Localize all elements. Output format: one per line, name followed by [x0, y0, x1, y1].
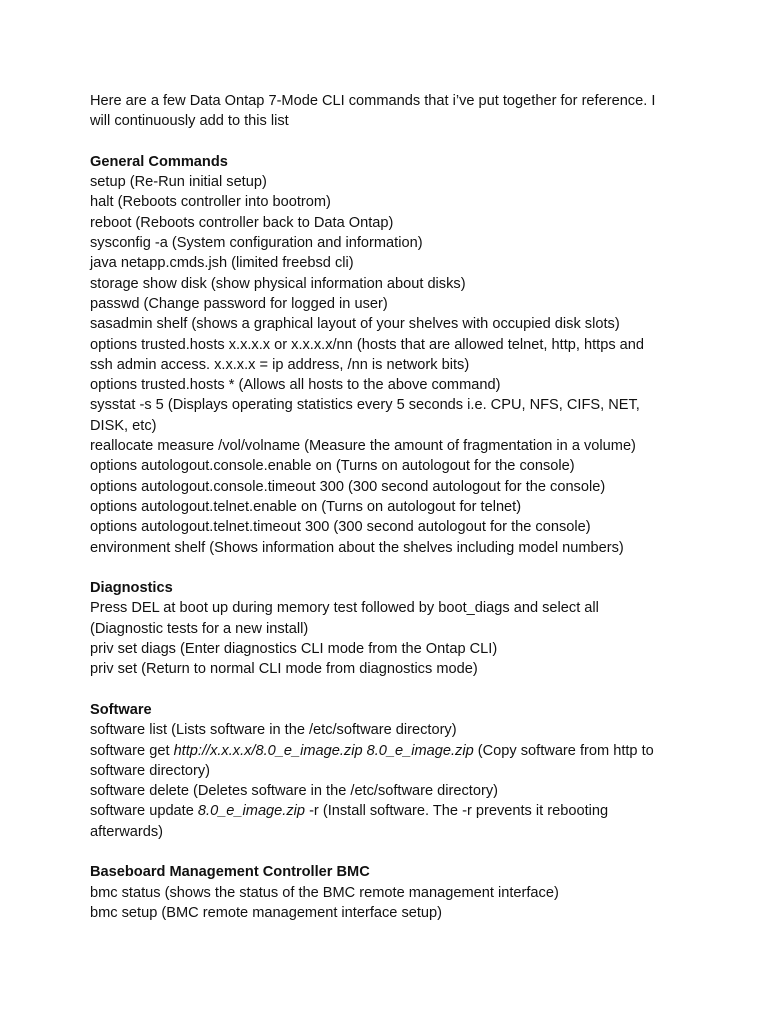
command-line: reallocate measure /vol/volname (Measure the amount of fragmentation in a volume): [90, 438, 636, 455]
section-heading-diagnostics: Diagnostics: [90, 580, 173, 597]
command-line: options autologout.telnet.timeout 300 (300 second autologout for the console): [90, 519, 591, 536]
command-line: options trusted.hosts x.x.x.x or x.x.x.x/nn (hosts that are allowed telnet, http, https and: [90, 336, 645, 353]
command-line: options trusted.hosts * (Allows all hosts to the above command): [90, 377, 501, 394]
command-line: software directory): [90, 762, 211, 779]
software-section: [90, 700, 690, 842]
command-line: DISK, etc): [90, 417, 157, 434]
diagnostics-section: [90, 578, 690, 679]
section-heading-general: General Commands: [90, 153, 228, 170]
command-line: environment shelf (Shows information about the shelves including model numbers): [90, 539, 624, 556]
command-line: [90, 741, 690, 761]
section-heading-bmc: Baseboard Management Controller BMC: [90, 864, 370, 881]
document-page: [90, 91, 690, 923]
command-line: bmc status (shows the status of the BMC remote management interface): [90, 884, 559, 901]
command-line: options autologout.console.enable on (Turns on autologout for the console): [90, 458, 575, 475]
command-line: java netapp.cmds.jsh (limited freebsd cli): [90, 255, 354, 272]
bmc-section: [90, 862, 690, 923]
command-text: software update: [90, 803, 198, 820]
command-line: passwd (Change password for logged in user): [90, 295, 388, 312]
command-line: ssh admin access. x.x.x.x = ip address, /nn is network bits): [90, 356, 470, 373]
command-text: -r (Install software. The -r prevents it rebooting: [305, 803, 609, 820]
command-line: halt (Reboots controller into bootrom): [90, 194, 331, 211]
command-line: setup (Re-Run initial setup): [90, 174, 267, 191]
command-line: sasadmin shelf (shows a graphical layout of your shelves with occupied disk slots): [90, 316, 620, 333]
command-line: Press DEL at boot up during memory test followed by boot_diags and select all: [90, 600, 599, 617]
command-argument: 8.0_e_image.zip: [197, 803, 306, 820]
command-line: priv set diags (Enter diagnostics CLI mode from the Ontap CLI): [90, 641, 498, 658]
intro-paragraph: [90, 91, 690, 132]
intro-line: Here are a few Data Ontap 7-Mode CLI commands that i’ve put together for reference. I: [90, 93, 656, 109]
command-line: software delete (Deletes software in the /etc/software directory): [90, 783, 498, 800]
intro-line: will continuously add to this list: [90, 113, 289, 130]
command-line: sysstat -s 5 (Displays operating statistics every 5 seconds i.e. CPU, NFS, CIFS, NET,: [90, 397, 640, 414]
general-commands-section: [90, 152, 690, 558]
command-line: [90, 801, 690, 821]
command-line: options autologout.telnet.enable on (Turns on autologout for telnet): [90, 498, 522, 515]
command-line: (Diagnostic tests for a new install): [90, 620, 309, 637]
command-argument: http://x.x.x.x/8.0_e_image.zip 8.0_e_image.zip: [173, 742, 474, 759]
command-line: afterwards): [90, 823, 163, 840]
section-heading-software: Software: [90, 701, 152, 718]
command-line: storage show disk (show physical information about disks): [90, 275, 466, 292]
command-line: sysconfig -a (System configuration and information): [90, 235, 423, 252]
command-line: software list (Lists software in the /etc/software directory): [90, 722, 457, 739]
command-line: priv set (Return to normal CLI mode from diagnostics mode): [90, 661, 478, 678]
command-line: bmc setup (BMC remote management interface setup): [90, 904, 443, 921]
command-text: (Copy software from http to: [473, 742, 654, 759]
command-line: reboot (Reboots controller back to Data Ontap): [90, 214, 394, 231]
command-line: options autologout.console.timeout 300 (300 second autologout for the console): [90, 478, 606, 495]
command-text: software get: [90, 742, 174, 759]
